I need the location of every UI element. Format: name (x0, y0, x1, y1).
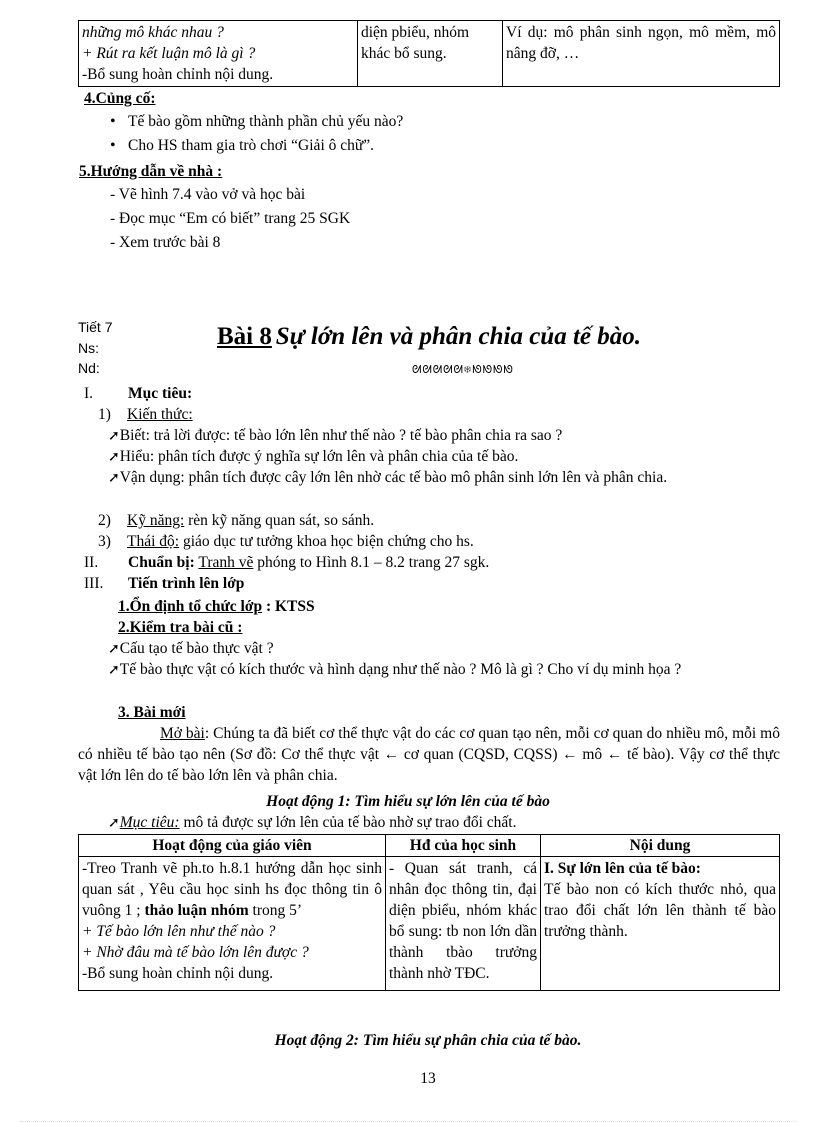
tien-trinh-heading: Tiến trình lên lớp (128, 575, 245, 592)
lesson-title (217, 323, 641, 350)
top-table-line: những mô khác nhau ? (82, 24, 224, 41)
hd1-muc-tieu-label: Mục tiêu: (119, 814, 180, 831)
gv-question: + Nhờ đâu mà tế bào lớn lên được ? (82, 944, 309, 961)
van-dung-line (78, 467, 780, 489)
lesson-number: Bài 8 (217, 323, 272, 350)
roman-iii: III. (84, 575, 104, 592)
thai-do-line (127, 531, 474, 552)
van-dung-text: Vận dụng: phân tích được cây lớn lên nhờ các tế bào mô phân sinh lớn lên và phân chia. (119, 469, 668, 486)
top-table-line: + Rút ra kết luận mô là gì ? (82, 45, 256, 62)
kien-thuc-num: 1) (98, 406, 111, 423)
muc-tieu-heading: Mục tiêu: (128, 385, 193, 402)
hd1-muc-tieu-text: mô tả được sự lớn lên của tế bào nhờ sự trao đổi chất. (179, 814, 517, 831)
top-table-col1 (79, 21, 358, 87)
hoat-dong-1-table (78, 834, 780, 991)
thai-do-label: Thái độ: (127, 533, 180, 550)
huong-dan-item: - Đọc mục “Em có biết” trang 25 SGK (110, 210, 351, 227)
mo-bai-paragraph (78, 723, 780, 786)
huong-dan-heading: 5.Hướng dẫn về nhà : (79, 163, 223, 180)
on-dinh-suffix: : KTSS (262, 598, 315, 615)
ky-nang-text: rèn kỹ năng quan sát, so sánh. (184, 512, 375, 529)
mo-bai-label: Mở bài (160, 725, 205, 742)
page-bottom-divider (20, 1121, 796, 1122)
nd-text: Tế bào non có kích thước nhỏ, qua trao đổi chất lớn lên thành tế bào trưởng thành. (544, 881, 776, 940)
thai-do-num: 3) (98, 533, 111, 550)
nd-heading: I. Sự lớn lên của tế bào: (544, 860, 701, 877)
on-dinh-line (118, 596, 315, 617)
cung-co-heading: 4.Củng cố: (84, 90, 156, 107)
nd-label: Nd: (78, 360, 100, 376)
pointer-arrow-icon: ➚ (108, 471, 120, 486)
gv-bold: thảo luận nhóm (144, 902, 249, 919)
title-ornament: ᘛᘛᘛᘛᘛ❄ᘚᘚᘚᘚ (412, 364, 514, 376)
kiem-tra-q1-text: Cấu tạo tế bào thực vật ? (119, 640, 274, 657)
ky-nang-label: Kỹ năng: (127, 512, 185, 529)
chuan-bi-tranh: Tranh vẽ (198, 554, 254, 571)
thai-do-text: giáo dục tư tưởng khoa học biện chứng cho hs. (179, 533, 474, 550)
ky-nang-line (127, 510, 374, 531)
pointer-arrow-icon: ➚ (108, 642, 120, 657)
kiem-tra-q1 (108, 638, 274, 660)
biet-line (108, 425, 562, 447)
tiet-label: Tiết 7 (78, 319, 113, 335)
kiem-tra-q2-text: Tế bào thực vật có kích thước và hình dạng như thế nào ? Mô là gì ? Cho ví dụ minh họa ? (119, 661, 682, 678)
lesson-name: Sự lớn lên và phân chia của tế bào. (275, 323, 641, 350)
pointer-arrow-icon: ➚ (108, 429, 120, 444)
gv-end: -Bổ sung hoàn chỉnh nội dung. (82, 965, 274, 982)
huong-dan-item: - Vẽ hình 7.4 vào vở và học bài (110, 186, 306, 203)
table-header: Nội dung (541, 835, 780, 857)
gv-intro (82, 858, 382, 921)
mo-bai-text: : Chúng ta đã biết cơ thể thực vật do các cơ quan tạo nên, mỗi cơ quan do nhiều mô, mỗi mô có nhiều tế bào tạo nên (Sơ đồ: Cơ thể thực vật ← cơ quan (CQSD, CQSS) ← mô ← tế bào). Vậy cơ thể thực vật lớn lên do tế bào lớn lên và phân chia. (78, 725, 780, 784)
hoat-dong-2-title: Hoạt động 2: Tìm hiểu sự phân chia của tế bào. (274, 1032, 582, 1049)
roman-i: I. (84, 385, 94, 402)
top-table-col3: Ví dụ: mô phân sinh ngọn, mô mềm, mô nâng đỡ, … (503, 21, 780, 87)
pointer-arrow-icon: ➚ (108, 663, 120, 678)
biet-text: Biết: trả lời được: tế bào lớn lên như thế nào ? tế bào phân chia ra sao ? (119, 427, 563, 444)
list-item: • Cho HS tham gia trò chơi “Giải ô chữ”. (104, 135, 403, 156)
pointer-arrow-icon: ➚ (108, 816, 120, 831)
ns-label: Ns: (78, 340, 99, 356)
kiem-tra-q2 (78, 659, 780, 681)
top-table-line: -Bổ sung hoàn chỉnh nội dung. (82, 66, 274, 83)
gv-question: + Tế bào lớn lên như thế nào ? (82, 923, 276, 940)
kien-thuc-label: Kiến thức: (127, 406, 193, 423)
top-table (78, 20, 780, 87)
pointer-arrow-icon: ➚ (108, 450, 120, 465)
table-header: Hoạt động của giáo viên (79, 835, 386, 857)
roman-ii: II. (84, 554, 99, 571)
ky-nang-num: 2) (98, 512, 111, 529)
chuan-bi-label: Chuẩn bị: (128, 554, 195, 571)
chuan-bi-line (128, 552, 489, 573)
top-table-col2: diện pbiểu, nhóm khác bổ sung. (358, 21, 503, 87)
huong-dan-item: - Xem trước bài 8 (110, 234, 221, 251)
hs-cell: - Quan sát tranh, cá nhân đọc thông tin, đại diện pbiểu, nhóm khác bổ sung: tb non lớn dần thành tbào trưởng thành nhờ TĐC. (386, 857, 541, 991)
bai-moi-heading: 3. Bài mới (118, 704, 186, 721)
hoat-dong-1-title: Hoạt động 1: Tìm hiểu sự lớn lên của tế bào (266, 793, 550, 810)
hieu-text: Hiểu: phân tích được ý nghĩa sự lớn lên và phân chia của tế bào. (119, 448, 519, 465)
gv-cell (79, 857, 386, 991)
table-header: Hđ của học sinh (386, 835, 541, 857)
gv-after-bold: trong 5’ (248, 902, 303, 919)
cung-co-list (104, 111, 403, 156)
on-dinh-label: 1.Ổn định tổ chức lớp (118, 598, 263, 615)
hd1-muc-tieu (108, 812, 516, 834)
gv-intro-text: -Treo Tranh vẽ ph.to h.8.1 hướng dẫn học sinh quan sát , Yêu cầu học sinh hs đọc thông tin ô vuông 1 ; (82, 860, 382, 919)
chuan-bi-text: phóng to Hình 8.1 – 8.2 trang 27 sgk. (253, 554, 490, 571)
page-number: 13 (420, 1070, 436, 1087)
list-item: • Tế bào gồm những thành phần chủ yếu nào? (104, 111, 403, 132)
hieu-line (108, 446, 518, 468)
nd-cell (541, 857, 780, 991)
kiem-tra-heading: 2.Kiểm tra bài cũ : (118, 619, 243, 636)
